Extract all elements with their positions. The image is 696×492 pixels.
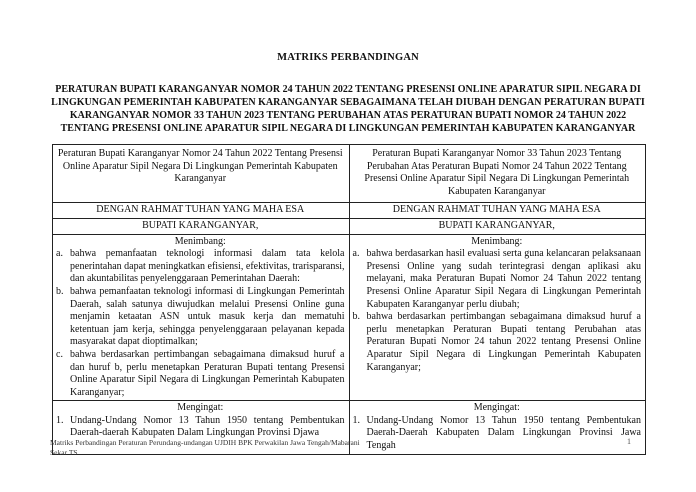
list-item-text: bahwa berdasarkan pertimbangan sebagaimana dimaksud huruf a perlu menetapkan Peraturan Bupati tentang Perubahan atas Peraturan Bupati Nomor 24 tahun 2022 tentang Presensi Online Aparatur Sipil Negara di Lingkungan Pemerintah Kabupaten Karanganyar; bbox=[366, 311, 641, 373]
right-rahmat: DENGAN RAHMAT TUHAN YANG MAHA ESA bbox=[349, 203, 646, 219]
table-row bbox=[53, 234, 646, 401]
left-menimbang-cell bbox=[53, 234, 350, 401]
document-subtitle: PERATURAN BUPATI KARANGANYAR NOMOR 24 TAHUN 2022 TENTANG PRESENSI ONLINE APARATUR SIPIL NEGARA DI LINGKUNGAN PEMERINTAH KABUPATEN KARANGANYAR SEBAGAIMANA TELAH DIUBAH DENGAN PERATURAN BUPATI KARANGANYAR NOMOR 33 TAHUN 2023 TENTANG PERUBAHAN ATAS PERATURAN BUPATI NOMOR 24 TAHUN 2022 TENTANG PRESENSI ONLINE APARATUR SIPIL NEGARA DI LINGKUNGAN PEMERINTAH KABUPATEN KARANGANYAR bbox=[51, 84, 645, 134]
footer-line-2: Sekar TS bbox=[50, 448, 78, 457]
list-item bbox=[353, 248, 642, 311]
table-row bbox=[53, 218, 646, 234]
list-item-text: bahwa pemanfaatan teknologi informasi di Lingkungan Pemerintah Daerah, salah satunya diwujudkan melalui Presensi Online guna menjamin ketaatan ASN untuk masuk kerja dan mematuhi ketentuan jam kerja, sehingga penyelenggaraan pelayanan kepada masyarakat dapat dioptimalkan; bbox=[70, 285, 345, 348]
list-item-marker: b. bbox=[56, 285, 64, 297]
list-item-marker: a. bbox=[352, 248, 360, 260]
list-item bbox=[353, 415, 642, 453]
right-menimbang-label: Menimbang: bbox=[471, 235, 523, 247]
right-menimbang-cell bbox=[349, 234, 646, 401]
table-header-row bbox=[53, 145, 646, 203]
list-item-marker: a. bbox=[56, 248, 63, 260]
list-item-marker: b. bbox=[352, 311, 360, 323]
list-item-text: bahwa berdasarkan hasil evaluasi serta guna kelancaran pelaksanaan Presensi Online yang sudah terintegrasi dengan aplikasi aku melayani, maka Peraturan Bupati Nomor 24 Tahun 2022 tentang Presensi Online Aparatur Sipil Negara di Lingkungan Pemerintah Kabupaten Karanganyar perlu diubah; bbox=[366, 248, 641, 310]
footer-line-1: Matriks Perbandingan Peraturan Perundang-undangan UJDIH BPK Perwakilan Jawa Tengah/Mabarani bbox=[50, 438, 360, 447]
left-bupati: BUPATI KARANGANYAR, bbox=[53, 218, 350, 234]
list-item-marker: c. bbox=[56, 348, 63, 360]
right-mengingat-cell bbox=[349, 401, 646, 454]
list-item-text: bahwa berdasarkan pertimbangan sebagaimana dimaksud huruf a dan huruf b, perlu menetapkan Peraturan Bupati tentang Presensi Online Aparatur Sipil Negara di Lingkungan Pemerintah Kabupaten Karanganyar; bbox=[70, 348, 345, 398]
list-item bbox=[56, 349, 345, 399]
list-item-marker: 1. bbox=[352, 414, 360, 426]
left-rahmat: DENGAN RAHMAT TUHAN YANG MAHA ESA bbox=[53, 203, 350, 219]
footer-note bbox=[50, 438, 360, 458]
right-menimbang-list bbox=[353, 248, 642, 374]
left-menimbang-label: Menimbang: bbox=[174, 235, 226, 247]
comparison-table bbox=[52, 144, 646, 455]
list-item bbox=[56, 286, 345, 349]
right-mengingat-label: Mengingat: bbox=[473, 402, 520, 414]
left-column-header: Peraturan Bupati Karanganyar Nomor 24 Tahun 2022 Tentang Presensi Online Aparatur Sipil Negara Di Lingkungan Pemerintah Kabupaten Karanganyar bbox=[53, 145, 350, 203]
page-number: 1 bbox=[627, 437, 631, 446]
left-mengingat-label: Mengingat: bbox=[177, 402, 224, 414]
right-mengingat-list bbox=[353, 415, 642, 453]
left-menimbang-list bbox=[56, 248, 345, 399]
list-item bbox=[56, 415, 345, 440]
list-item-text: Undang-Undang Nomor 13 Tahun 1950 tentang Pembentukan Daerah-Daerah Kabupaten Dalam Lingkungan Provinsi Jawa Tengah bbox=[366, 414, 641, 452]
right-column-header: Peraturan Bupati Karanganyar Nomor 33 Tahun 2023 Tentang Perubahan Atas Peraturan Bupati Nomor 24 Tahun 2022 Tentang Presensi Online Aparatur Sipil Negara Di Lingkungan Pemerintah Kabupaten Karanganyar bbox=[349, 145, 646, 203]
document-title: MATRIKS PERBANDINGAN bbox=[277, 52, 419, 63]
list-item-text: Undang-Undang Nomor 13 Tahun 1950 tentang Pembentukan Daerah-daerah Kabupaten Dalam Lingkungan Provinsi Djawa bbox=[70, 414, 345, 439]
list-item bbox=[353, 311, 642, 374]
list-item-marker: 1. bbox=[56, 414, 64, 426]
list-item-text: bahwa pemanfaatan teknologi informasi dalam tata kelola penerintahan dapat meningkatkan efisiensi, efektivitas, trarisparansi, dan akuntabilitas penyelenggaraan Pemerintahan Daerah: bbox=[70, 248, 345, 285]
table-row bbox=[53, 203, 646, 219]
right-bupati: BUPATI KARANGANYAR, bbox=[349, 218, 646, 234]
list-item bbox=[56, 248, 345, 286]
left-mengingat-list bbox=[56, 415, 345, 440]
